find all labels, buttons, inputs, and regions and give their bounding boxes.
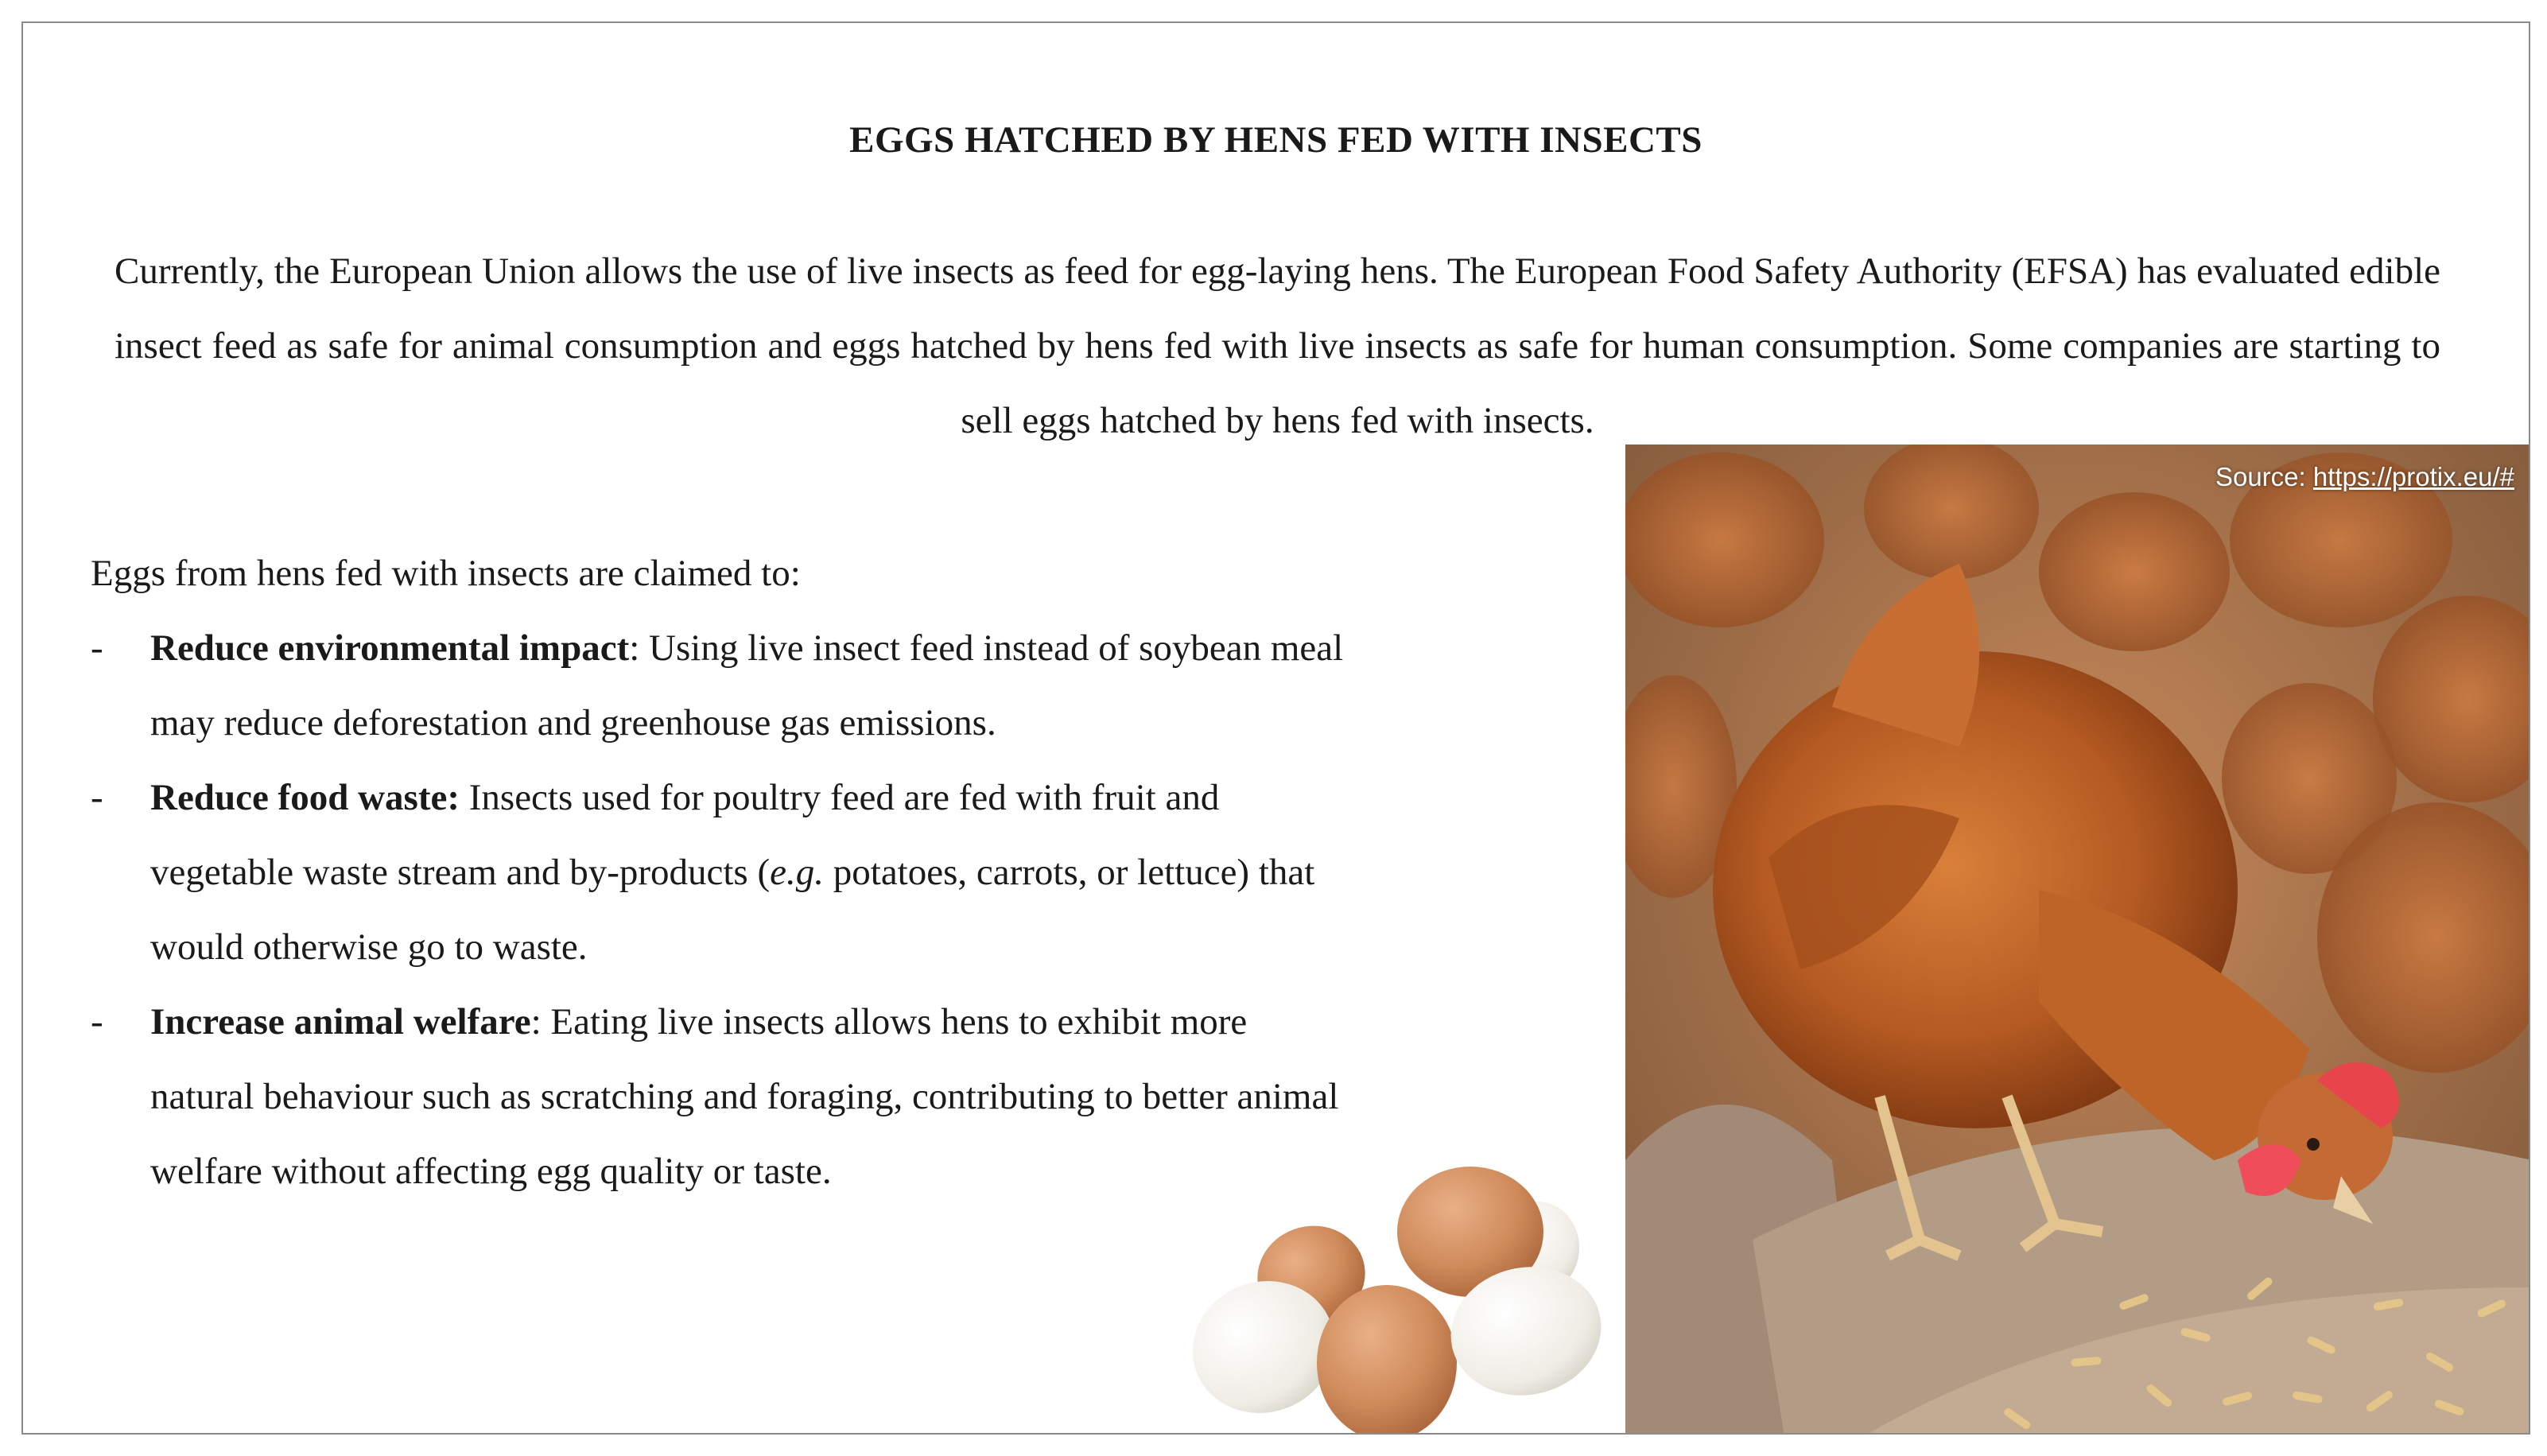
photo-source-link[interactable]: https://protix.eu/#: [2312, 462, 2514, 491]
claim-text: Insects used for poultry feed are fed with fruit and vegetable waste stream and by-products (: [150, 777, 1220, 893]
intro-paragraph: Currently, the European Union allows the use of live insects as feed for egg-laying hens. The European Food Safety Authority (EFSA) has evaluated edible insect feed as safe for animal consumption and eggs hatched by hens fed with live insects as safe for human consumption. Some companies are starting to sell eggs hatched by hens fed with insects.: [115, 250, 2440, 441]
claims-list: [91, 611, 1355, 1209]
slide: [21, 21, 2530, 1435]
claim-heading: Reduce food waste:: [150, 777, 460, 818]
hens-photo: [1625, 445, 2530, 1435]
hens-photo-image: [1625, 445, 2530, 1435]
claim-heading: Increase animal welfare: [150, 1001, 531, 1042]
claim-item-food-waste: [91, 760, 1355, 984]
photo-source: [2215, 462, 2514, 492]
bullet-dash: -: [91, 777, 103, 818]
claim-text: potatoes, carrots, or lettuce) that would otherwise go to waste.: [150, 852, 1315, 968]
claim-item-environment: [91, 611, 1355, 760]
claim-text: : Eating live insects allows hens to exhibit more natural behaviour such as scratching and foraging, contributing to better animal welfare without affecting egg quality or taste.: [150, 1001, 1339, 1192]
eggs-illustration: [1188, 1136, 1633, 1435]
slide-title: EGGS HATCHED BY HENS FED WITH INSECTS: [849, 119, 1703, 161]
claims-lead: Eggs from hens fed with insects are claimed to:: [91, 553, 801, 594]
bullet-dash: -: [91, 627, 103, 669]
claim-text-italic: e.g.: [770, 852, 825, 893]
photo-source-label: Source:: [2215, 462, 2313, 491]
bullet-dash: -: [91, 1001, 103, 1042]
claim-heading: Reduce environmental impact: [150, 627, 630, 669]
claim-item-welfare: [91, 984, 1355, 1209]
claim-text: : Using live insect feed instead of soybean meal may reduce deforestation and greenhouse gas emissions.: [150, 627, 1344, 744]
